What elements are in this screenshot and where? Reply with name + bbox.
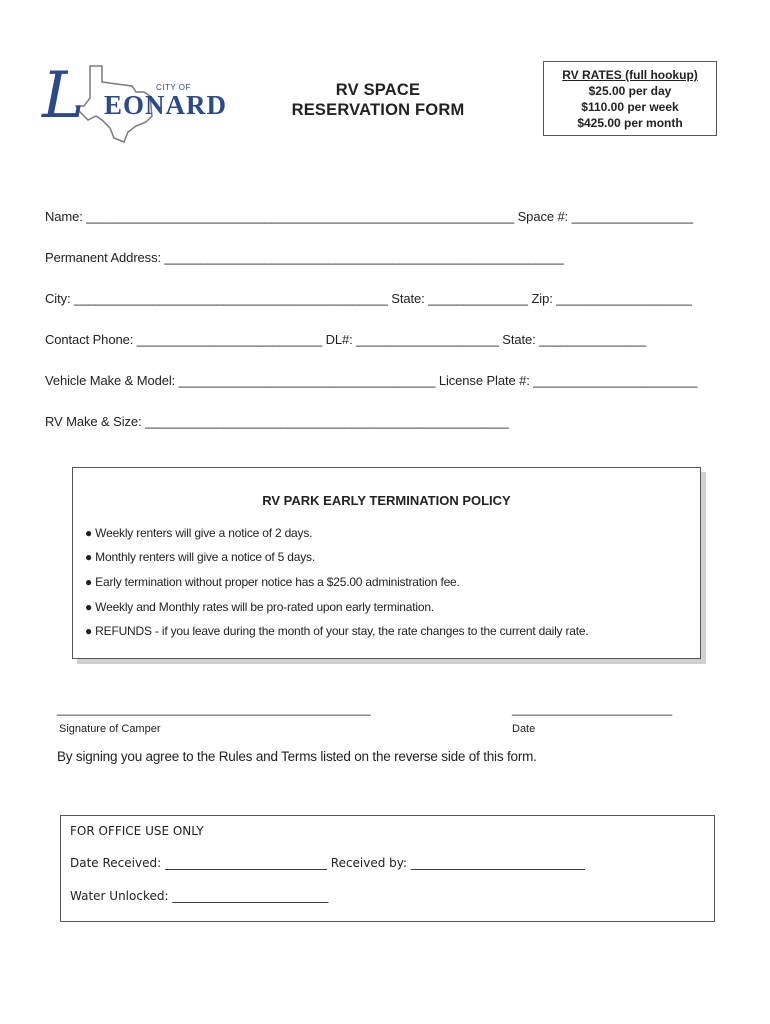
vehicle-field[interactable]: Vehicle Make & Model: ____________________________________ License Plate #: _______________________ bbox=[45, 373, 698, 388]
title-line-2: RESERVATION FORM bbox=[291, 101, 465, 119]
date-received-field[interactable]: Date Received: ___________________________ Received by: _____________________________ bbox=[70, 856, 585, 870]
form-title bbox=[280, 80, 476, 120]
city-logo bbox=[40, 59, 228, 144]
signature-label: Signature of Camper bbox=[59, 723, 161, 735]
logo-letter: L bbox=[42, 59, 85, 133]
signature-line[interactable]: _______________________________________________ bbox=[57, 702, 371, 716]
phone-dl-field[interactable]: Contact Phone: __________________________ DL#: ____________________ State: _______________ bbox=[45, 332, 647, 347]
name-field[interactable]: Name: ____________________________________________________________ Space #: _________________ bbox=[45, 209, 693, 224]
policy-item: ● Early termination without proper notice has a $25.00 administration fee. bbox=[85, 575, 460, 589]
policy-item: ● Weekly and Monthly rates will be pro-rated upon early termination. bbox=[85, 600, 434, 614]
rate-month: $425.00 per month bbox=[577, 116, 683, 130]
rates-box bbox=[543, 61, 717, 136]
date-line[interactable]: ________________________ bbox=[512, 702, 673, 716]
policy-title: RV PARK EARLY TERMINATION POLICY bbox=[262, 493, 511, 508]
rate-week: $110.00 per week bbox=[581, 100, 679, 114]
termination-policy-box bbox=[72, 467, 701, 659]
date-label: Date bbox=[512, 723, 536, 735]
agreement-text: By signing you agree to the Rules and Terms listed on the reverse side of this form. bbox=[57, 749, 537, 764]
policy-item: ● Weekly renters will give a notice of 2 days. bbox=[85, 526, 313, 540]
city-state-zip-field[interactable]: City: ____________________________________________ State: ______________ Zip: ___________________ bbox=[45, 291, 692, 306]
title-line-1: RV SPACE bbox=[335, 81, 421, 99]
logo-city-of: CITY OF bbox=[156, 83, 191, 92]
policy-item: ● Monthly renters will give a notice of 5 days. bbox=[85, 550, 315, 564]
policy-item: ● REFUNDS - if you leave during the month of your stay, the rate changes to the current daily rate. bbox=[85, 624, 589, 638]
rv-make-field[interactable]: RV Make & Size: ___________________________________________________ bbox=[45, 414, 509, 429]
rate-day: $25.00 per day bbox=[588, 84, 672, 98]
address-field[interactable]: Permanent Address: ________________________________________________________ bbox=[45, 250, 564, 265]
office-heading: FOR OFFICE USE ONLY bbox=[70, 824, 204, 838]
water-unlocked-field[interactable]: Water Unlocked: __________________________ bbox=[70, 889, 329, 903]
logo-name: EONARD bbox=[104, 90, 228, 120]
rates-heading: RV RATES (full hookup) bbox=[562, 68, 698, 82]
office-use-box bbox=[60, 815, 715, 922]
